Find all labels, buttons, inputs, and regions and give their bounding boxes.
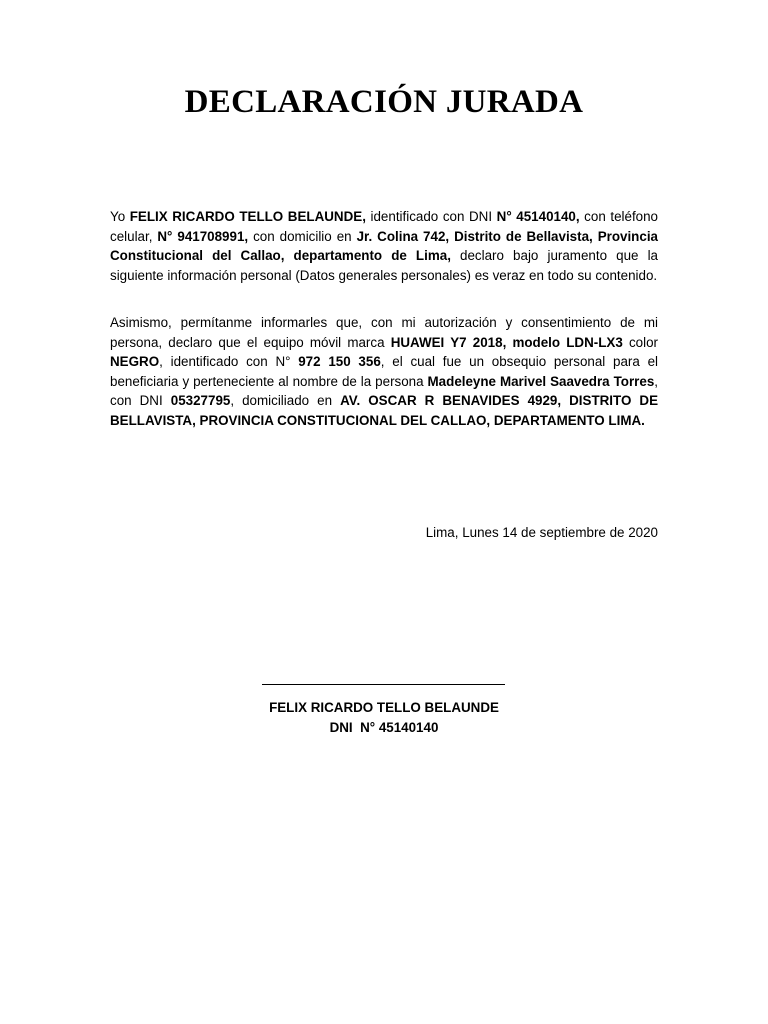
declarant-phone: N° 941708991, <box>157 228 249 244</box>
signer-name: FELIX RICARDO TELLO BELAUNDE <box>269 700 499 715</box>
document-title: DECLARACIÓN JURADA <box>184 84 584 120</box>
device-number: 972 150 356 <box>298 354 381 370</box>
paragraph-device-declaration <box>110 313 658 431</box>
p2-text-4: , el cual fue un obsequio personal para el beneficiaria y perteneciente al nombre de la persona <box>110 354 659 389</box>
beneficiary-dni: 05327795 <box>170 393 231 409</box>
p1-text-2: identificado con DNI <box>365 209 497 224</box>
beneficiary-address: AV. OSCAR R BENAVIDES 4929, DISTRITO DE BELLAVISTA, PROVINCIA CONSTITUCIONAL DEL CALLAO, DEPARTAMENTO LIMA. <box>110 393 659 428</box>
signer-dni-text: DNI N° 45140140 <box>329 720 439 735</box>
device-model: HUAWEI Y7 2018, modelo LDN-LX3 <box>390 334 623 350</box>
signer-dni <box>0 720 768 735</box>
declarant-name: FELIX RICARDO TELLO BELAUNDE, <box>129 209 366 224</box>
p2-text-5: , con DNI <box>110 373 658 409</box>
device-color: NEGRO <box>110 354 160 370</box>
p2-text-3: , identificado con N° <box>159 354 299 370</box>
p2-text-2: color <box>622 334 658 350</box>
document-date: Lima, Lunes 14 de septiembre de 2020 <box>425 525 658 540</box>
declarant-address: Jr. Colina 742, Distrito de Bellavista, Provincia Constitucional del Callao, departamento de Lima, <box>110 228 658 264</box>
signature-line <box>262 684 505 685</box>
p1-text-3: con teléfono celular, <box>110 209 659 244</box>
p1-text-5: declaro bajo juramento que la siguiente información personal (Datos generales personales) es veraz en todo su contenido. <box>110 248 658 283</box>
paragraph-declarant-info <box>110 207 658 285</box>
p1-text-1: Yo <box>110 209 130 224</box>
declarant-dni: N° 45140140, <box>496 209 580 224</box>
p2-text-1: Asimismo, permítanme informarles que, con mi autorización y consentimiento de mi persona, declaro que el equipo móvil marca <box>110 315 658 350</box>
p2-text-6: , domiciliado en <box>230 393 341 409</box>
beneficiary-name: Madeleyne Marivel Saavedra Torres <box>427 373 655 389</box>
p1-text-4: con domicilio en <box>248 228 357 244</box>
